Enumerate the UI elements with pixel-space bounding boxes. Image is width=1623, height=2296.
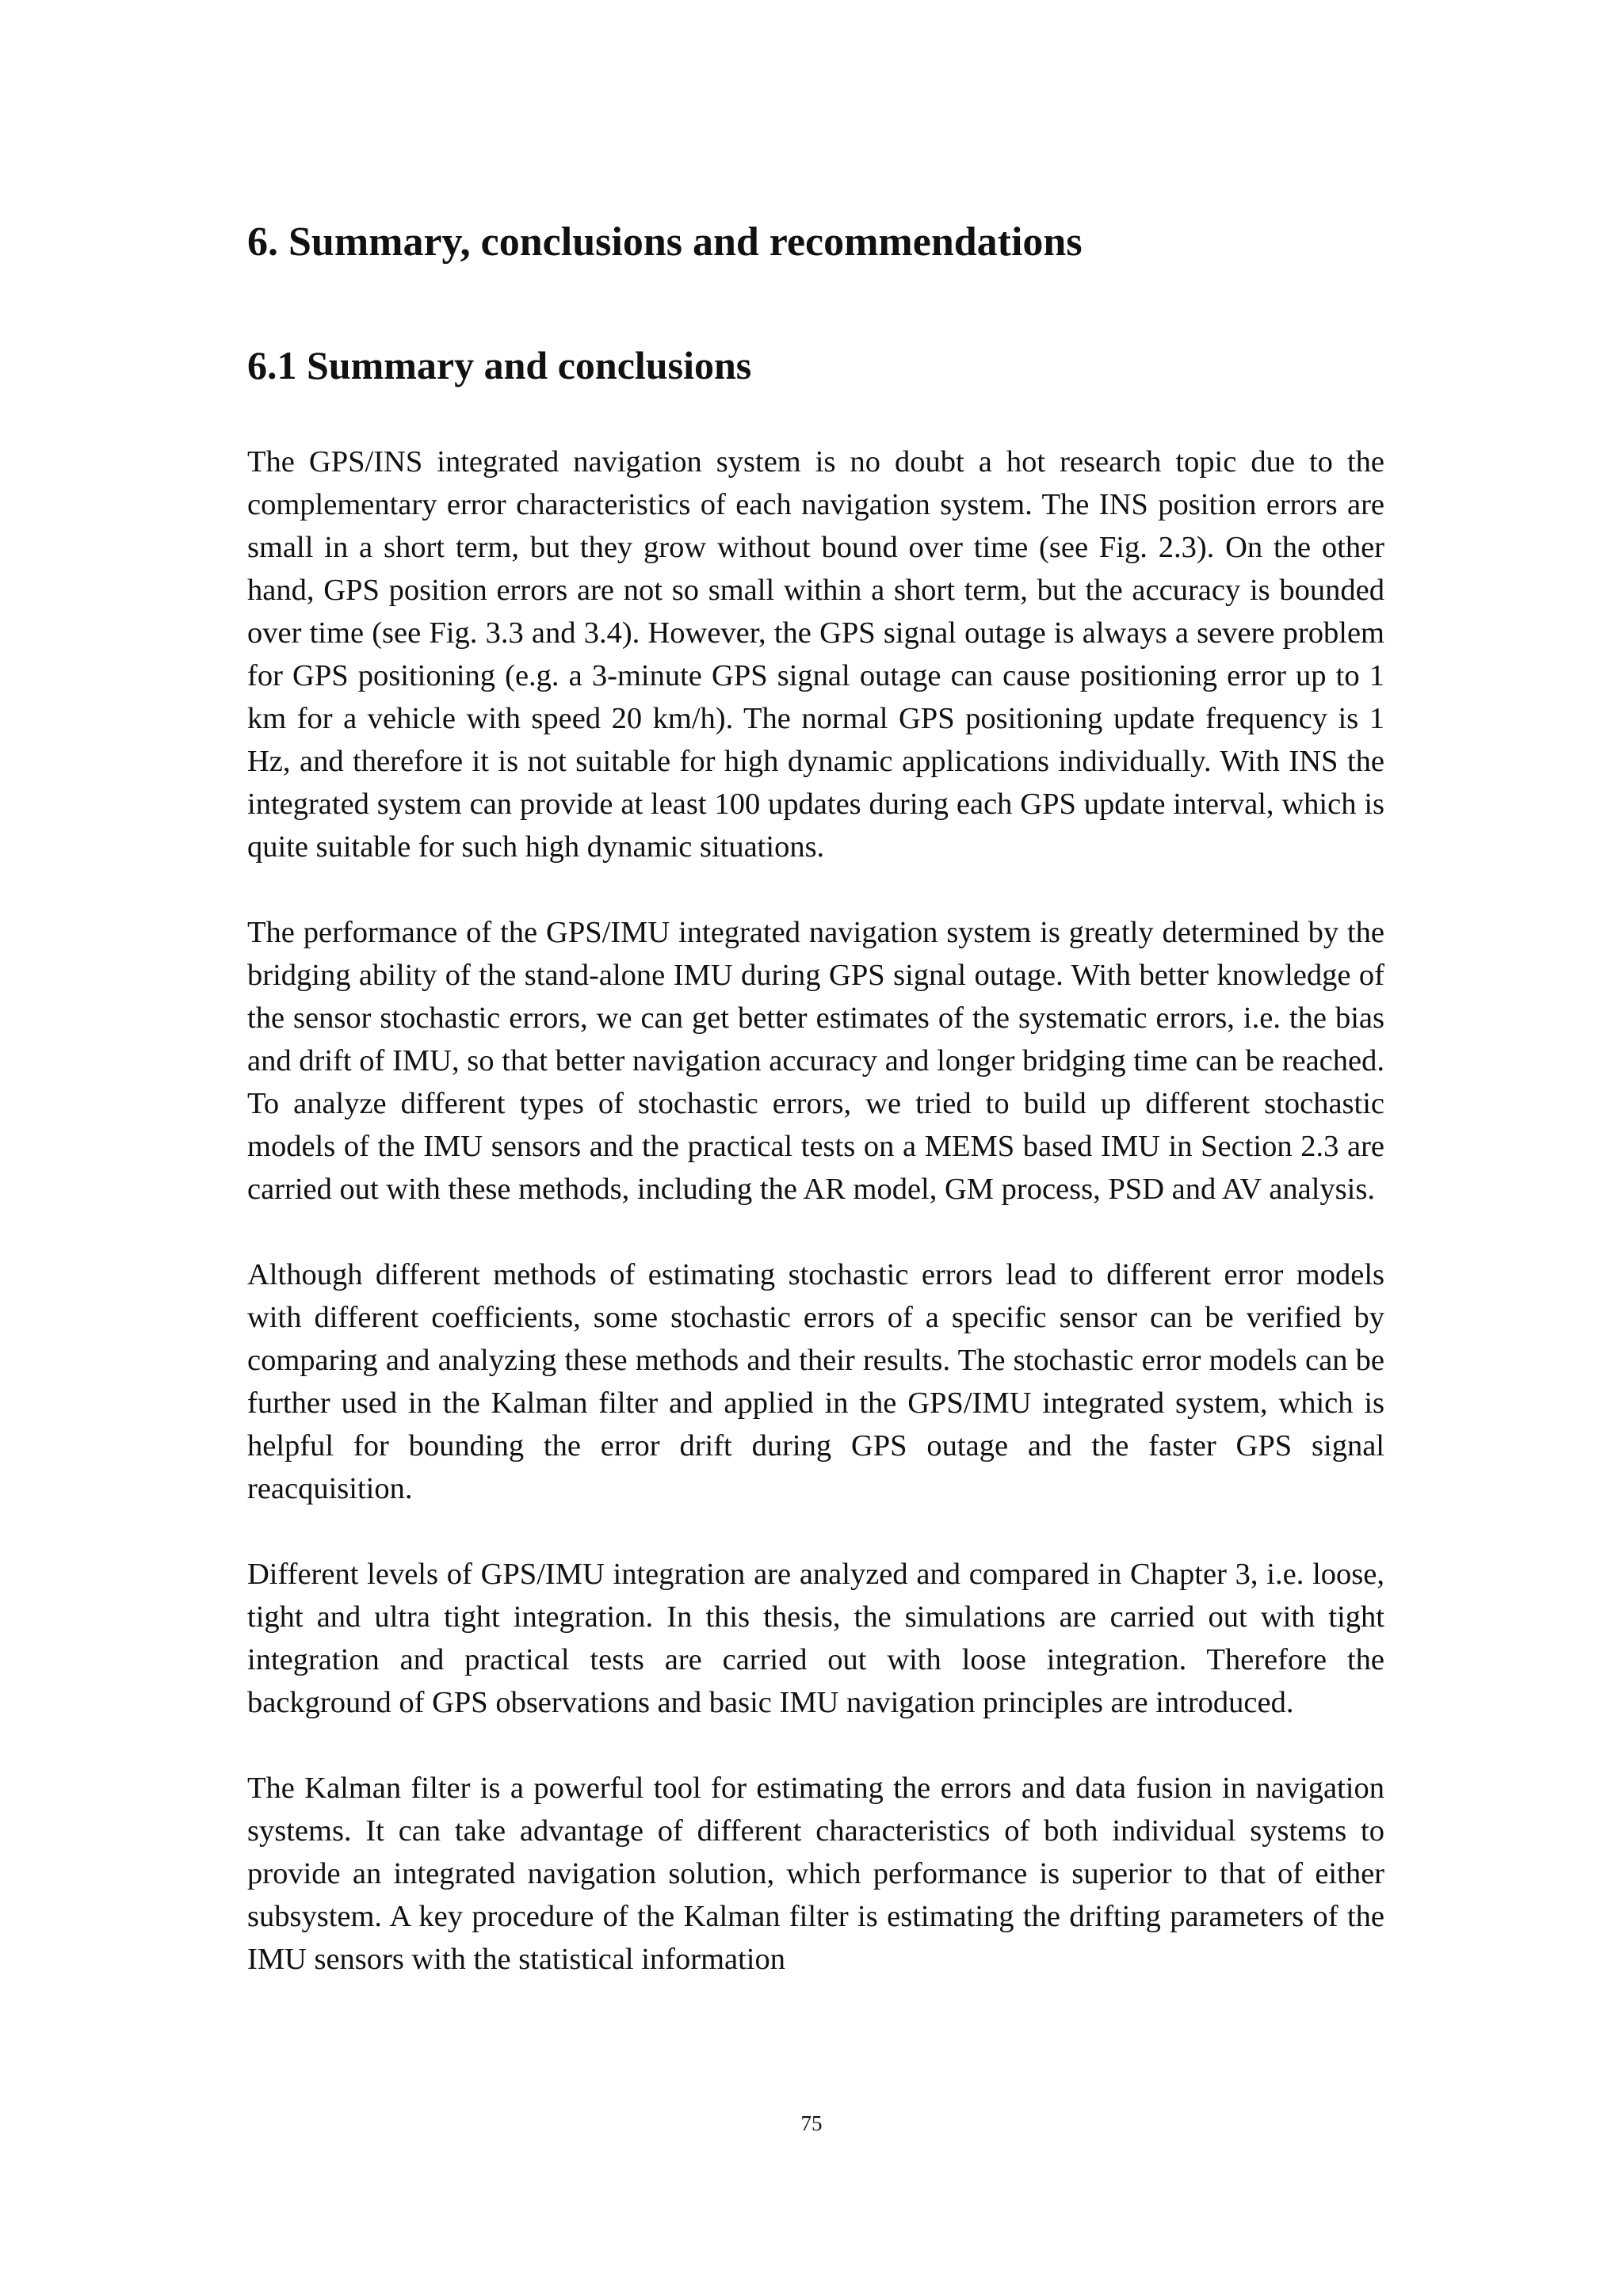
body-text	[247, 441, 1384, 1981]
page-number: 75	[800, 2111, 823, 2135]
paragraph-2: The performance of the GPS/IMU integrated navigation system is greatly determined by the bridging ability of the stand-alone IMU during GPS signal outage. With better knowledge of the sensor stochastic errors, we can get better estimates of the systematic errors, i.e. the bias and drift of IMU, so that better navigation accuracy and longer bridging time can be reached. To analyze different types of stochastic errors, we tried to build up different stochastic models of the IMU sensors and the practical tests on a MEMS based IMU in Section 2.3 are carried out with these methods, including the AR model, GM process, PSD and AV analysis.	[247, 916, 1384, 1206]
paragraph-3: Although different methods of estimating stochastic errors lead to different error models with different coefficients, some stochastic errors of a specific sensor can be verified by comparing and analyzing these methods and their results. The stochastic error models can be further used in the Kalman filter and applied in the GPS/IMU integrated system, which is helpful for bounding the error drift during GPS outage and the faster GPS signal reacquisition.	[247, 1258, 1384, 1505]
paragraph-5: The Kalman filter is a powerful tool for estimating the errors and data fusion in navigation systems. It can take advantage of different characteristics of both individual systems to provide an integrated navigation solution, which performance is superior to that of either subsystem. A key procedure of the Kalman filter is estimating the drifting parameters of the IMU sensors with the statistical information	[247, 1772, 1384, 1976]
paragraph-4: Different levels of GPS/IMU integration are analyzed and compared in Chapter 3, i.e. loose, tight and ultra tight integration. In this thesis, the simulations are carried out with tight integration and practical tests are carried out with loose integration. Therefore the background of GPS observations and basic IMU navigation principles are introduced.	[247, 1558, 1384, 1719]
page-content	[247, 214, 1384, 2023]
section-title: 6.1 Summary and conclusions	[247, 343, 752, 387]
chapter-title: 6. Summary, conclusions and recommendations	[247, 219, 1083, 265]
paragraph-1: The GPS/INS integrated navigation system is no doubt a hot research topic due to the complementary error characteristics of each navigation system. The INS position errors are small in a short term, but they grow without bound over time (see Fig. 2.3). On the other hand, GPS position errors are not so small within a short term, but the accuracy is bounded over time (see Fig. 3.3 and 3.4). However, the GPS signal outage is always a severe problem for GPS positioning (e.g. a 3-minute GPS signal outage can cause positioning error up to 1 km for a vehicle with speed 20 km/h). The normal GPS positioning update frequency is 1 Hz, and therefore it is not suitable for high dynamic applications individually. With INS the integrated system can provide at least 100 updates during each GPS update interval, which is quite suitable for such high dynamic situations.	[247, 445, 1384, 864]
